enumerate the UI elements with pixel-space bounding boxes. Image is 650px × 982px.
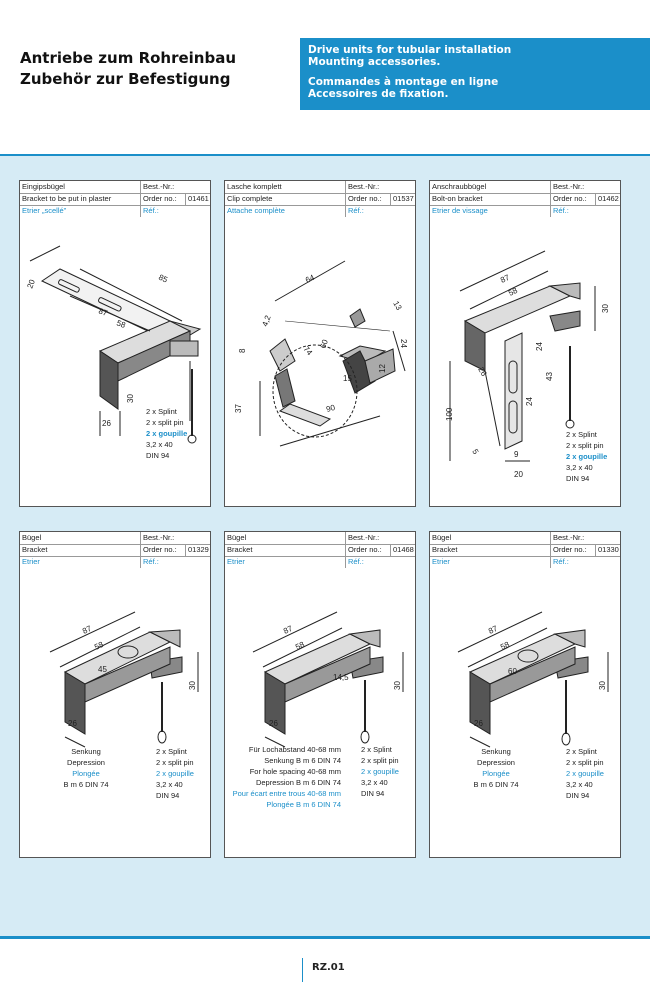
product-name-fr: Etrier „scellé” xyxy=(22,206,67,215)
dim-label: 87 xyxy=(487,623,499,636)
title-german xyxy=(20,48,236,90)
title-de-line1: Antriebe zum Rohreinbau xyxy=(20,49,237,67)
product-card-eingipsbuegel xyxy=(19,180,211,507)
dim-label: 87 xyxy=(81,623,93,636)
order-label-fr: Réf.: xyxy=(140,556,185,568)
dim-label: 24 xyxy=(399,339,408,348)
product-name-fr: Etrier xyxy=(227,557,245,566)
spec-line: DIN 94 xyxy=(361,789,385,798)
dim-label: 13 xyxy=(391,299,404,312)
order-label-fr: Réf.: xyxy=(140,205,185,217)
header-row-fr xyxy=(225,556,415,568)
card-header xyxy=(20,181,210,217)
order-label-en: Order no.: xyxy=(550,544,595,556)
note-line: Senkung xyxy=(481,747,511,756)
bottom-rule xyxy=(0,936,650,939)
spec-line: 2 x split pin xyxy=(156,758,194,767)
product-name-fr: Attache complète xyxy=(227,206,285,215)
dim-label: 30 xyxy=(393,681,402,690)
dim-label: 90 xyxy=(325,402,337,414)
spec-line: 2 x Splint xyxy=(146,407,177,416)
clip-drawing xyxy=(225,221,415,506)
note-line: Senkung xyxy=(71,747,101,756)
dim-label: 30 xyxy=(601,304,610,313)
right-margin-strip xyxy=(632,156,650,936)
product-name-de: Lasche komplett xyxy=(227,182,282,191)
note-line: B m 6 DIN 74 xyxy=(473,780,519,789)
spec-list xyxy=(146,406,187,461)
spec-line: 2 x split pin xyxy=(146,418,184,427)
dim-label: 4,2 xyxy=(260,314,273,328)
dim-label: 24 xyxy=(525,397,534,406)
page-header xyxy=(0,0,650,155)
title-fr-line1: Commandes à montage en ligne xyxy=(308,76,499,88)
dim-label: 30 xyxy=(598,681,607,690)
dim-label: 87 xyxy=(282,623,294,636)
product-name-fr: Etrier xyxy=(432,557,450,566)
product-name-en: Bracket to be put in plaster xyxy=(22,194,112,203)
card-header xyxy=(430,532,620,568)
product-name-fr: Etrier de vissage xyxy=(432,206,488,215)
order-label-fr: Réf.: xyxy=(345,205,390,217)
spec-line-fr: 2 x goupille xyxy=(566,769,604,778)
order-cell-empty xyxy=(185,532,212,544)
dim-label: 14,5 xyxy=(333,673,349,682)
dim-label: 9 xyxy=(514,450,519,459)
depression-note xyxy=(456,746,536,790)
dim-label: 30 xyxy=(188,681,197,690)
order-cell-empty xyxy=(390,532,417,544)
note-line: Senkung B m 6 DIN 74 xyxy=(264,756,341,765)
order-cell-empty xyxy=(390,181,417,193)
order-label-de: Best.-Nr.: xyxy=(345,532,390,544)
title-blue-box xyxy=(300,38,650,110)
order-number: 01468 xyxy=(390,544,418,556)
order-label-fr: Réf.: xyxy=(550,205,595,217)
note-line: Depression xyxy=(67,758,105,767)
spec-line: DIN 94 xyxy=(146,451,170,460)
bracket-drawing xyxy=(430,572,620,752)
spec-line-fr: 2 x goupille xyxy=(361,767,399,776)
header-row-fr xyxy=(430,556,620,568)
dim-label: 85 xyxy=(157,272,170,285)
header-row-fr xyxy=(20,556,210,568)
dim-label: 15 xyxy=(343,374,352,383)
dim-label: 58 xyxy=(93,639,105,652)
header-row-fr xyxy=(20,205,210,217)
order-cell-empty xyxy=(595,181,622,193)
spec-line: 2 x split pin xyxy=(566,441,604,450)
title-fr-line2: Accessoires de fixation. xyxy=(308,88,449,100)
dim-label: 30 xyxy=(126,394,135,403)
header-row-fr xyxy=(225,205,415,217)
dim-label: 12 xyxy=(378,364,387,373)
order-cell-empty xyxy=(185,181,212,193)
order-label-de: Best.-Nr.: xyxy=(140,532,185,544)
dim-label: 60 xyxy=(318,338,330,350)
spec-line: 2 x Splint xyxy=(566,747,597,756)
product-card-buegel-01329 xyxy=(19,531,211,858)
spec-list xyxy=(566,429,607,484)
title-en-line2: Mounting accessories. xyxy=(308,56,441,68)
dim-label: 58 xyxy=(294,639,306,652)
title-en-line1: Drive units for tubular installation xyxy=(308,44,512,56)
depression-note xyxy=(46,746,126,790)
spec-list xyxy=(156,746,194,801)
dim-label: 58 xyxy=(499,639,511,652)
spec-line: 2 x split pin xyxy=(566,758,604,767)
order-label-en: Order no.: xyxy=(140,544,185,556)
dim-label: 74 xyxy=(301,344,315,358)
note-line: For hole spacing 40-68 mm xyxy=(249,767,341,776)
hole-spacing-note xyxy=(227,744,341,810)
spec-line-fr: 2 x goupille xyxy=(156,769,194,778)
bracket-drawing xyxy=(225,572,415,752)
order-label-de: Best.-Nr.: xyxy=(550,532,595,544)
dim-label: 24 xyxy=(535,342,544,351)
spec-list xyxy=(361,744,399,799)
dim-label: 43 xyxy=(545,372,554,381)
card-header xyxy=(225,532,415,568)
note-line: Depression B m 6 DIN 74 xyxy=(255,778,341,787)
dim-label: 45 xyxy=(98,665,107,674)
note-line-fr: Plongée xyxy=(72,769,100,778)
footer-separator xyxy=(302,958,303,982)
bracket-drawing xyxy=(20,572,210,752)
spec-line: 2 x Splint xyxy=(361,745,392,754)
order-label-fr: Réf.: xyxy=(550,556,595,568)
spec-line: DIN 94 xyxy=(566,791,590,800)
dim-label: 26 xyxy=(476,365,489,378)
card-header xyxy=(430,181,620,217)
dim-label: 58 xyxy=(507,285,519,298)
dim-label: 37 xyxy=(234,404,243,413)
order-cell-empty xyxy=(595,532,622,544)
spec-line: 3,2 x 40 xyxy=(146,440,173,449)
note-line-fr: Pour écart entre trous 40-68 mm xyxy=(232,789,341,798)
product-card-anschraubbuegel xyxy=(429,180,621,507)
dim-label: 8 xyxy=(238,348,247,353)
card-header xyxy=(20,532,210,568)
dim-label: 64 xyxy=(304,272,316,285)
spec-line: 3,2 x 40 xyxy=(156,780,183,789)
order-label-de: Best.-Nr.: xyxy=(140,181,185,193)
note-line-fr: Plongée xyxy=(482,769,510,778)
product-card-buegel-01330 xyxy=(429,531,621,858)
order-number: 01461 xyxy=(185,193,213,205)
dim-label: 26 xyxy=(68,719,77,728)
order-label-en: Order no.: xyxy=(550,193,595,205)
note-line: Für Lochabstand 40-68 mm xyxy=(248,745,341,754)
product-name-en: Bracket xyxy=(432,545,458,554)
product-name-de: Bügel xyxy=(432,533,452,542)
spec-line: 2 x Splint xyxy=(156,747,187,756)
product-card-lasche xyxy=(224,180,416,507)
product-name-en: Bracket xyxy=(227,545,253,554)
product-card-buegel-01468 xyxy=(224,531,416,858)
order-number: 01462 xyxy=(595,193,623,205)
order-label-de: Best.-Nr.: xyxy=(550,181,595,193)
spec-line: 2 x split pin xyxy=(361,756,399,765)
dim-label: 5 xyxy=(470,447,481,456)
product-name-de: Eingipsbügel xyxy=(22,182,65,191)
dim-label: 20 xyxy=(514,470,523,479)
spec-line: 3,2 x 40 xyxy=(566,463,593,472)
spec-line-fr: 2 x goupille xyxy=(566,452,608,461)
spec-line: 2 x Splint xyxy=(566,430,597,439)
order-number: 01330 xyxy=(595,544,623,556)
spec-line: 3,2 x 40 xyxy=(361,778,388,787)
spec-list xyxy=(566,746,604,801)
dim-label: 26 xyxy=(102,419,111,428)
note-line: B m 6 DIN 74 xyxy=(63,780,109,789)
card-header xyxy=(225,181,415,217)
product-name-en: Bracket xyxy=(22,545,48,554)
spec-line-fr: 2 x goupille xyxy=(146,429,188,438)
page-number: RZ.01 xyxy=(312,962,345,973)
order-label-en: Order no.: xyxy=(345,544,390,556)
dim-label: 26 xyxy=(474,719,483,728)
product-name-de: Bügel xyxy=(227,533,247,542)
note-line: Depression xyxy=(477,758,515,767)
order-label-de: Best.-Nr.: xyxy=(345,181,390,193)
dim-label: 100 xyxy=(445,407,454,421)
product-name-de: Bügel xyxy=(22,533,42,542)
order-label-en: Order no.: xyxy=(345,193,390,205)
order-label-fr: Réf.: xyxy=(345,556,390,568)
dim-label: 26 xyxy=(269,719,278,728)
product-name-en: Bolt-on bracket xyxy=(432,194,483,203)
title-de-line2: Zubehör zur Befestigung xyxy=(20,70,231,88)
spec-line: DIN 94 xyxy=(156,791,180,800)
order-label-en: Order no.: xyxy=(140,193,185,205)
dim-label: 58 xyxy=(115,318,127,330)
order-number: 01329 xyxy=(185,544,213,556)
dim-label: 87 xyxy=(97,306,109,318)
dim-label: 20 xyxy=(25,278,37,290)
note-line-fr: Plongée B m 6 DIN 74 xyxy=(266,800,341,809)
product-name-de: Anschraubbügel xyxy=(432,182,487,191)
spec-line: 3,2 x 40 xyxy=(566,780,593,789)
dim-label: 87 xyxy=(499,272,511,285)
header-row-fr xyxy=(430,205,620,217)
order-number: 01537 xyxy=(390,193,418,205)
dim-label: 60 xyxy=(508,667,517,676)
product-name-fr: Etrier xyxy=(22,557,40,566)
spec-line: DIN 94 xyxy=(566,474,590,483)
product-name-en: Clip complete xyxy=(227,194,273,203)
